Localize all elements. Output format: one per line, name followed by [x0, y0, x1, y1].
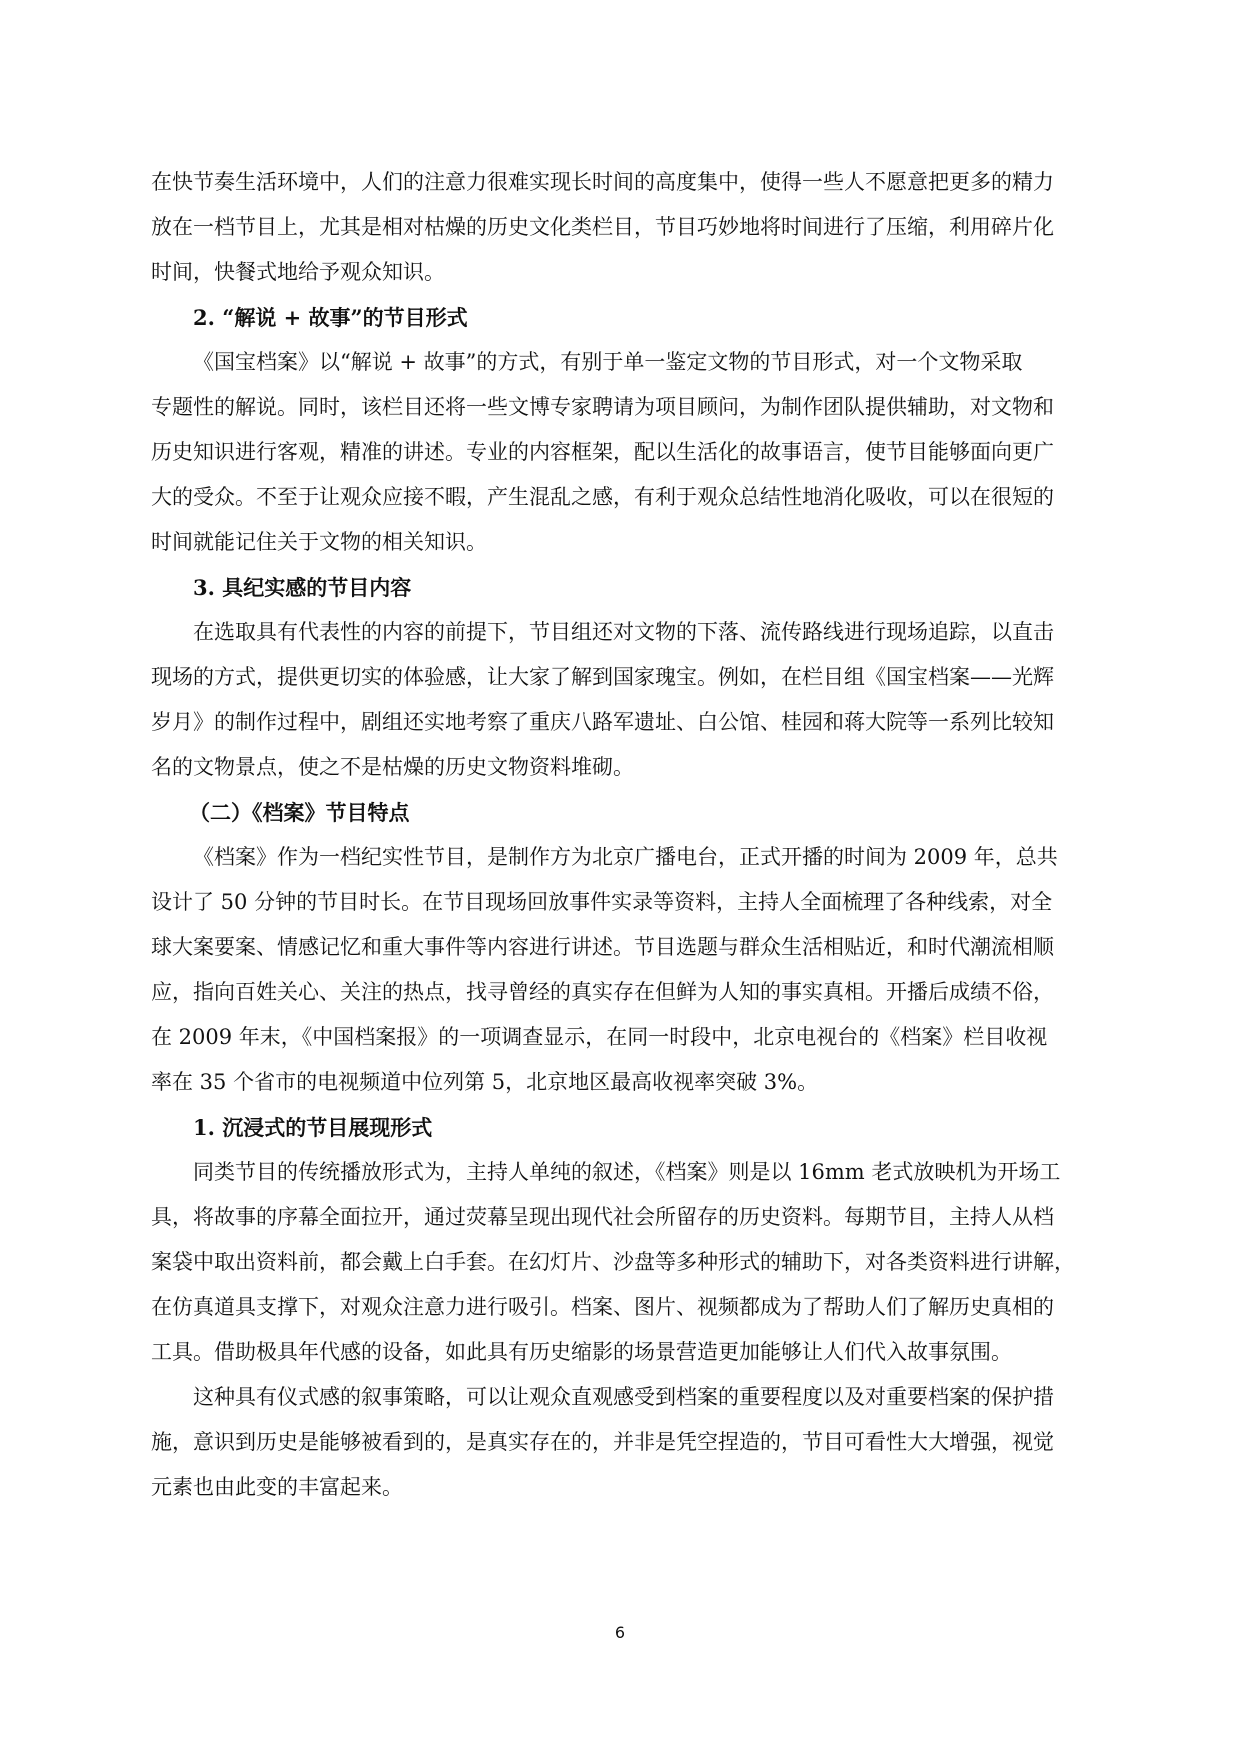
- paragraph: [151, 835, 1091, 1105]
- text-line: 在仿真道具支撑下，对观众注意力进行吸引。档案、图片、视频都成为了帮助人们了解历史真相的: [151, 1295, 1054, 1319]
- page-number: 6: [614, 1623, 626, 1642]
- text-line: 在 2009 年末，《中国档案报》的一项调查显示，在同一时段中，北京电视台的《档案》栏目收视: [151, 1025, 1048, 1049]
- text-line: 《档案》作为一档纪实性节目，是制作方为北京广播电台，正式开播的时间为 2009 年，总共: [193, 845, 1058, 869]
- text-line: 专题性的解说。同时，该栏目还将一些文博专家聘请为项目顾问，为制作团队提供辅助，对文物和: [151, 395, 1054, 419]
- text-line: 应，指向百姓关心、关注的热点，找寻曾经的真实存在但鲜为人知的事实真相。开播后成绩不俗，: [151, 980, 1054, 1004]
- paragraph: [151, 610, 1091, 790]
- paragraph: [151, 1150, 1091, 1375]
- text-line: 放在一档节目上，尤其是相对枯燥的历史文化类栏目，节目巧妙地将时间进行了压缩，利用碎片化: [151, 215, 1054, 239]
- text-line: 大的受众。不至于让观众应接不暇，产生混乱之感，有利于观众总结性地消化吸收，可以在很短的: [151, 485, 1054, 509]
- text-line: 施，意识到历史是能够被看到的，是真实存在的，并非是凭空捏造的，节目可看性大大增强，视觉: [151, 1430, 1054, 1454]
- text-line: 具，将故事的序幕全面拉开，通过荧幕呈现出现代社会所留存的历史资料。每期节目，主持人从档: [151, 1205, 1054, 1229]
- text-line: 率在 35 个省市的电视频道中位列第 5，北京地区最高收视率突破 3%。: [151, 1070, 819, 1094]
- paragraph: [151, 1375, 1091, 1510]
- section-heading: （二）《档案》节目特点: [189, 800, 410, 825]
- text-line: 案袋中取出资料前，都会戴上白手套。在幻灯片、沙盘等多种形式的辅助下，对各类资料进行讲解，: [151, 1250, 1075, 1274]
- text-line: 岁月》的制作过程中，剧组还实地考察了重庆八路军遗址、白公馆、桂园和蒋大院等一系列比较知: [151, 710, 1054, 734]
- text-line: 这种具有仪式感的叙事策略，可以让观众直观感受到档案的重要程度以及对重要档案的保护措: [193, 1385, 1054, 1409]
- text-line: 在快节奏生活环境中，人们的注意力很难实现长时间的高度集中，使得一些人不愿意把更多的精力: [151, 170, 1054, 194]
- section-heading: 1. 沉浸式的节目展现形式: [193, 1115, 433, 1140]
- text-line: 同类节目的传统播放形式为，主持人单纯的叙述，《档案》则是以 16mm 老式放映机为开场工: [193, 1160, 1061, 1184]
- text-line: 工具。借助极具年代感的设备，如此具有历史缩影的场景营造更加能够让人们代入故事氛围。: [151, 1340, 1012, 1364]
- section-heading: 2. “解说 + 故事”的节目形式: [193, 305, 468, 330]
- text-line: 《国宝档案》以“解说 + 故事”的方式，有别于单一鉴定文物的节目形式，对一个文物采取: [193, 350, 1023, 374]
- text-line: 时间，快餐式地给予观众知识。: [151, 260, 445, 284]
- text-line: 元素也由此变的丰富起来。: [151, 1475, 403, 1499]
- text-line: 球大案要案、情感记忆和重大事件等内容进行讲述。节目选题与群众生活相贴近，和时代潮流相顺: [151, 935, 1054, 959]
- text-line: 现场的方式，提供更切实的体验感，让大家了解到国家瑰宝。例如，在栏目组《国宝档案——光辉: [151, 665, 1054, 689]
- text-line: 时间就能记住关于文物的相关知识。: [151, 530, 487, 554]
- text-line: 在选取具有代表性的内容的前提下，节目组还对文物的下落、流传路线进行现场追踪，以直击: [193, 620, 1054, 644]
- paragraph: [151, 160, 1091, 295]
- text-line: 名的文物景点，使之不是枯燥的历史文物资料堆砌。: [151, 755, 634, 779]
- document-body: [151, 160, 1091, 1510]
- text-line: 设计了 50 分钟的节目时长。在节目现场回放事件实录等资料，主持人全面梳理了各种线索，对全: [151, 890, 1053, 914]
- text-line: 历史知识进行客观，精准的讲述。专业的内容框架，配以生活化的故事语言，使节目能够面向更广: [151, 440, 1054, 464]
- paragraph: [151, 340, 1091, 565]
- section-heading: 3. 具纪实感的节目内容: [193, 575, 412, 600]
